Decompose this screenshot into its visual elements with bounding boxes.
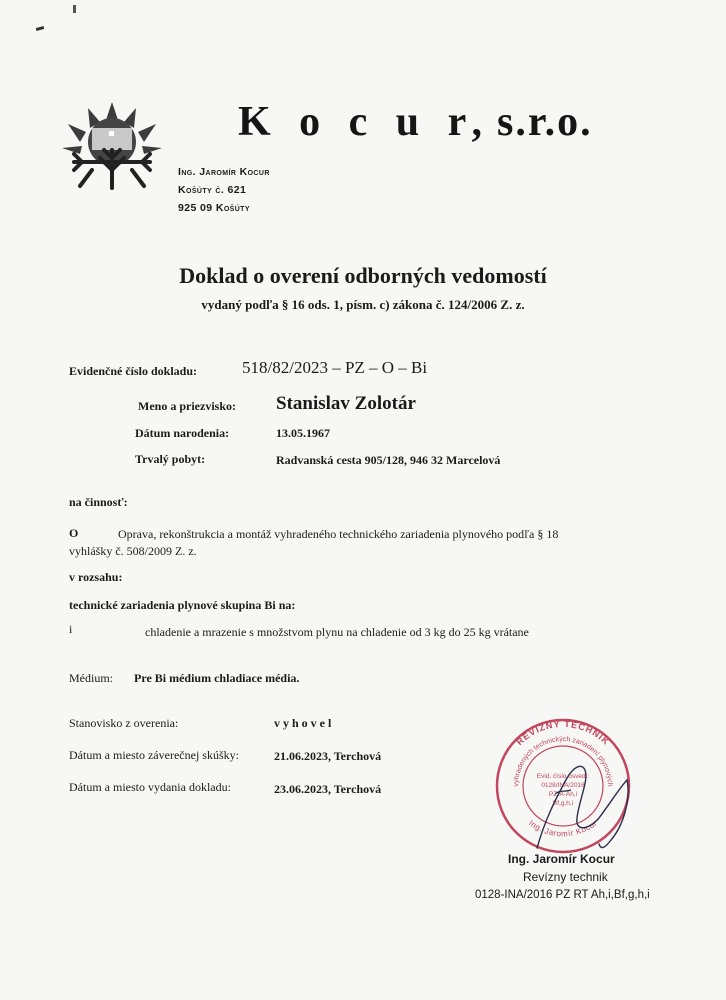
address-line: 925 09 Košúty	[178, 202, 250, 214]
company-name: K o c u r, s.r.o.	[238, 99, 593, 145]
verdict-value: v y h o v e l	[274, 716, 332, 730]
signatory-code: 0128-INA/2016 PZ RT Ah,i,Bf,g,h,i	[475, 889, 650, 901]
signatory-name: Ing. Jaromír Kocur	[508, 852, 615, 866]
scope-marker: i	[69, 622, 73, 636]
signatory-role: Revízny technik	[523, 870, 608, 884]
evidence-label: Evidenčné číslo dokladu:	[69, 364, 198, 378]
stamp-ring-text: vyhradených technických zariadení plynových	[512, 735, 614, 787]
document-subtitle: vydaný podľa § 16 ods. 1, písm. c) zákona č. 124/2006 Z. z.	[201, 297, 525, 312]
scan-mark	[73, 5, 76, 13]
address-line: Ing. Jaromír Kocur	[178, 166, 270, 178]
activity-text-line: Oprava, rekonštrukcia a montáž vyhradeného technického zariadenia plynového podľa § 18	[118, 527, 559, 541]
person-name: Stanislav Zolotár	[276, 393, 416, 414]
handwritten-signature	[515, 740, 645, 860]
issue-label: Dátum a miesto vydania dokladu:	[69, 780, 231, 794]
scope-text: chladenie a mrazenie s množstvom plynu na chladenie od 3 kg do 25 kg vrátane	[145, 625, 529, 639]
scope-group-heading: technické zariadenia plynové skupina Bi na:	[69, 598, 296, 612]
stamp-line: PZ-A-Ah,i	[548, 791, 578, 798]
activity-heading: na činnosť:	[69, 495, 128, 509]
activity-text-line: vyhlášky č. 508/2009 Z. z.	[69, 544, 197, 558]
stamp-line: 0128/INA/2016	[541, 782, 585, 789]
evidence-number: 518/82/2023 – PZ – O – Bi	[242, 358, 428, 377]
document-title: Doklad o overení odborných vedomostí	[179, 263, 547, 288]
stamp-line: Bf,g,h,i	[552, 800, 574, 807]
activity-marker: O	[69, 526, 79, 540]
issue-date-place: 23.06.2023, Terchová	[274, 782, 382, 796]
stamp-bottom-text: Ing. Jaromír Kocur	[527, 818, 599, 839]
birth-label: Dátum narodenia:	[135, 426, 230, 440]
residence-address: Radvanská cesta 905/128, 946 32 Marcelová	[276, 453, 501, 467]
stamp-top-text: REVÍZNY TECHNIK	[514, 718, 612, 748]
exam-label: Dátum a miesto záverečnej skúšky:	[69, 748, 239, 762]
exam-date-place: 21.06.2023, Terchová	[274, 749, 382, 763]
verdict-label: Stanovisko z overenia:	[69, 716, 179, 730]
scope-heading: v rozsahu:	[69, 570, 123, 584]
birth-date: 13.05.1967	[276, 426, 330, 440]
name-label: Meno a priezvisko:	[138, 399, 236, 413]
medium-value: Pre Bi médium chladiace média.	[134, 671, 300, 685]
snowflake-icon	[74, 150, 150, 188]
residence-label: Trvalý pobyt:	[135, 452, 206, 466]
company-logo	[62, 102, 162, 192]
medium-label: Médium:	[69, 671, 113, 685]
address-line: Košúty č. 621	[178, 184, 247, 196]
stamp-line: Evid. číslo osved.:	[536, 773, 590, 780]
scan-mark	[36, 26, 45, 31]
